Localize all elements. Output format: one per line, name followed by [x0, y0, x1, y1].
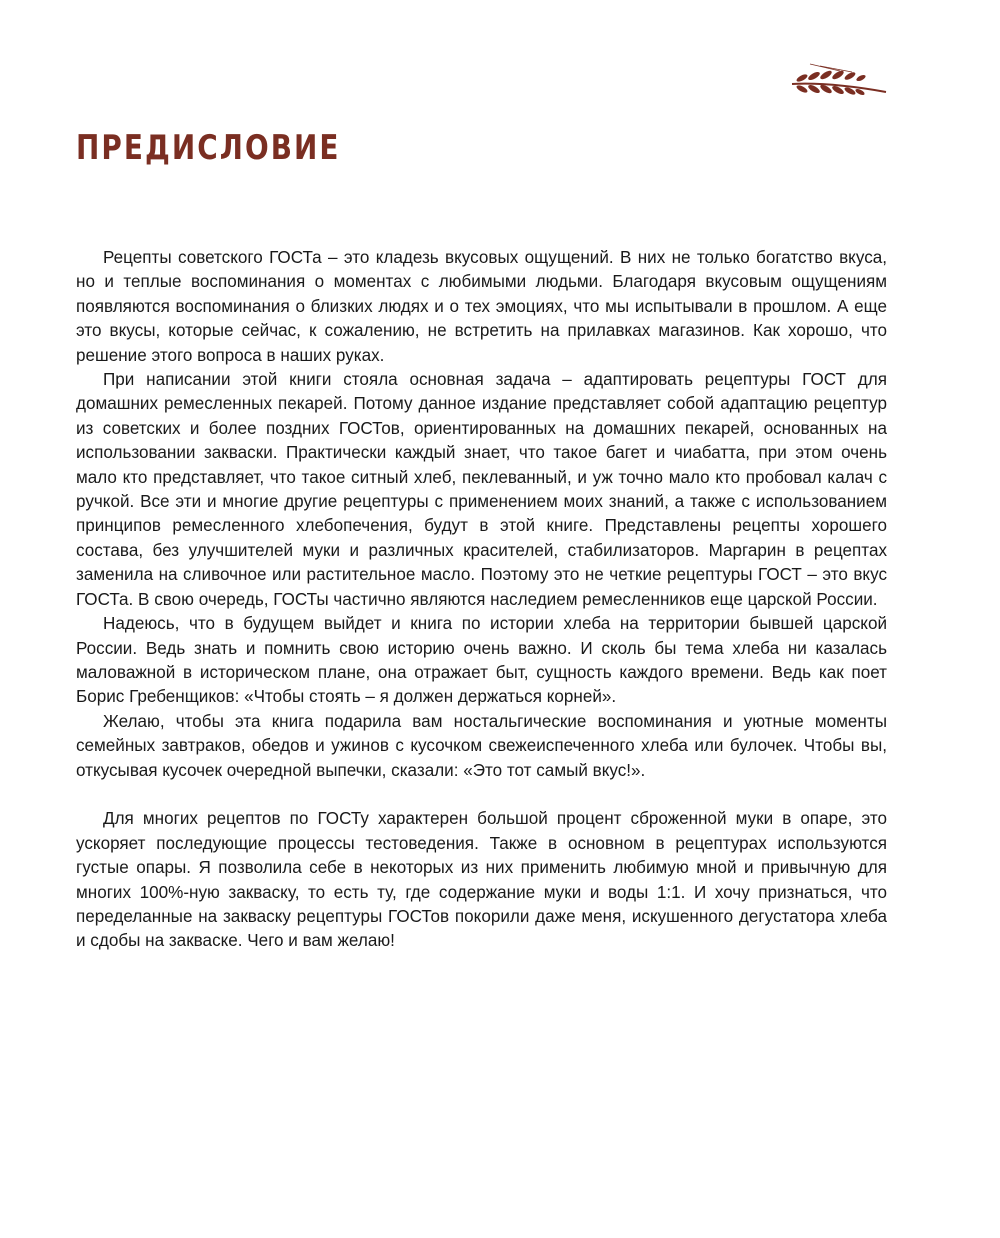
- wheat-ear-icon: [790, 62, 890, 102]
- paragraph: Желаю, чтобы эта книга подарила вам ностальгические воспоминания и уютные моменты семейных завтраков, обедов и ужинов с кусочком свежеиспеченного хлеба или булочек. Чтобы вы, откусывая кусочек очередной выпечки, сказали: «Это тот самый вкус!».: [76, 711, 887, 780]
- paragraph: Рецепты советского ГОСТа – это кладезь вкусовых ощущений. В них не только богатство вкуса, но и теплые воспоминания о моментах с любимыми людьми. Благодаря вкусовым ощущениям появляются воспоминания о близких людях и о тех эмоциях, что мы испытывали в прошлом. А еще это вкусы, которые сейчас, к сожалению, не встретить на прилавках магазинов. Как хорошо, что решение этого вопроса в наших руках.: [76, 248, 887, 365]
- paragraph: При написании этой книги стояла основная задача – адаптировать рецептуры ГОСТ для домашних ремесленных пекарей. Потому данное издание представляет собой адаптацию рецептур из советских и более поздних ГОСТов, ориентированных на домашних пекарей, основанных на использовании закваски. Практически каждый знает, что такое багет и чиабатта, при этом очень мало кто представляет, что такое ситный хлеб, пеклеванный, и уж точно мало кто пробовал калач с ручкой. Все эти и многие другие рецептуры с применением моих знаний, а также с использованием принципов ремесленного хлебопечения, будут в этой книге. Представлены рецепты хорошего состава, без улучшителей муки и различных красителей, стабилизаторов. Маргарин в рецептах заменила на сливочное или растительное масло. Поэтому это не четкие рецептуры ГОСТ – это вкус ГОСТа. В свою очередь, ГОСТы частично являются наследием ремесленников еще царской России.: [76, 370, 887, 609]
- preface-text: [76, 246, 887, 954]
- paragraph: Надеюсь, что в будущем выйдет и книга по истории хлеба на территории бывшей царской России. Ведь знать и помнить свою историю очень важно. И сколь бы тема хлеба ни казалась маловажной в историческом плане, она отражает быт, сущность каждого времени. Ведь как поет Борис Гребенщиков: «Чтобы стоять – я должен держаться корней».: [76, 614, 887, 707]
- paragraph: Для многих рецептов по ГОСТу характерен большой процент сброженной муки в опаре, это ускоряет последующие процессы тестоведения. Также в основном в рецептурах используются густые опары. Я позволила себе в некоторых из них применить любимую мной и привычную для многих 100%-ную закваску, то есть ту, где содержание муки и воды 1:1. И хочу признаться, что переделанные на закваску рецептуры ГОСТов покорили даже меня, искушенного дегустатора хлеба и сдобы на закваске. Чего и вам желаю!: [76, 809, 887, 951]
- page-title: ПРЕДИСЛОВИЕ: [76, 128, 341, 168]
